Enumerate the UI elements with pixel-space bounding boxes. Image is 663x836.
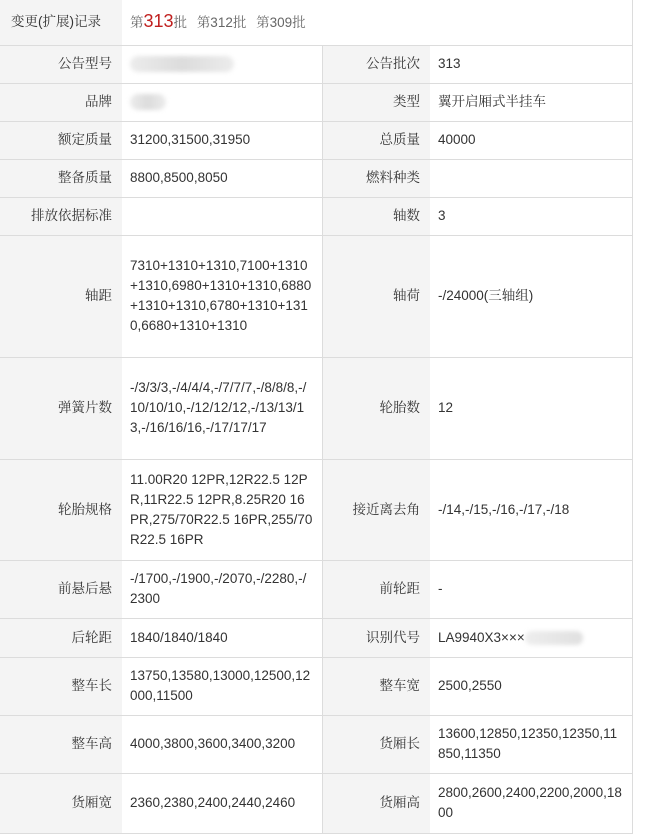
value-axle-load: -/24000(三轴组) [430,235,632,357]
value-vin-prefix [430,618,632,657]
value-total-mass: 40000 [430,121,632,159]
label-type: 类型 [322,83,430,121]
value-batch: 313 [430,45,632,83]
table-row [0,45,632,83]
value-front-rear-overhang: -/1700,-/1900,-/2070,-/2280,-/2300 [122,560,322,618]
table-row [0,159,632,197]
label-axle-load: 轴荷 [322,235,430,357]
label-model: 公告型号 [0,45,122,83]
label-front-track: 前轮距 [322,560,430,618]
value-cargo-width: 2360,2380,2400,2440,2460 [122,773,322,833]
value-rear-track: 1840/1840/1840 [122,618,322,657]
value-type: 翼开启厢式半挂车 [430,83,632,121]
table-row [0,560,632,618]
label-cargo-length: 货厢长 [322,715,430,773]
label-fuel-type: 燃料种类 [322,159,430,197]
value-front-track: - [430,560,632,618]
table-row [0,715,632,773]
value-vehicle-width: 2500,2550 [430,657,632,715]
label-vehicle-height: 整车高 [0,715,122,773]
table-row [0,657,632,715]
label-cargo-height: 货厢高 [322,773,430,833]
value-vehicle-height: 4000,3800,3600,3400,3200 [122,715,322,773]
label-cargo-width: 货厢宽 [0,773,122,833]
label-vin-prefix: 识别代号 [322,618,430,657]
label-axle-count: 轴数 [322,197,430,235]
table-row [0,197,632,235]
table-row [0,357,632,459]
value-emission-standard [122,197,322,235]
value-tire-spec: 11.00R20 12PR,12R22.5 12PR,11R22.5 12PR,8.25R20 16PR,275/70R22.5 16PR,255/70R22.5 16PR [122,459,322,560]
label-rear-track: 后轮距 [0,618,122,657]
batch-link-309[interactable]: 第309批 [256,15,306,31]
redacted-model [130,56,234,72]
label-wheelbase: 轴距 [0,235,122,357]
redacted-vin-tail [525,631,583,645]
value-axle-count: 3 [430,197,632,235]
value-tire-count: 12 [430,357,632,459]
value-model [122,45,322,83]
batch-suffix: 批 [173,15,188,31]
label-tire-count: 轮胎数 [322,357,430,459]
value-spring-leaves: -/3/3/3,-/4/4/4,-/7/7/7,-/8/8/8,-/10/10/10,-/12/12/12,-/13/13/13,-/16/16/16,-/17/17/17 [122,357,322,459]
batch-link-current[interactable] [130,11,188,32]
label-rated-mass: 额定质量 [0,121,122,159]
label-emission-standard: 排放依据标准 [0,197,122,235]
value-approach-departure-angle: -/14,-/15,-/16,-/17,-/18 [430,459,632,560]
label-tire-spec: 轮胎规格 [0,459,122,560]
current-batch-number: 313 [143,11,174,32]
value-cargo-length: 13600,12850,12350,12350,11850,11350 [430,715,632,773]
vin-prefix-text: LA9940X3××× [438,629,525,645]
change-record-row [0,0,632,45]
table-row [0,773,632,833]
table-row [0,235,632,357]
label-vehicle-width: 整车宽 [322,657,430,715]
label-front-rear-overhang: 前悬后悬 [0,560,122,618]
redacted-brand [130,94,166,110]
table-row [0,459,632,560]
table-row [0,121,632,159]
value-wheelbase: 7310+1310+1310,7100+1310+1310,6980+1310+1310,6880+1310+1310,6780+1310+1310,6680+1310+1310 [122,235,322,357]
value-curb-mass: 8800,8500,8050 [122,159,322,197]
batch-prefix: 第 [130,15,144,31]
change-record-label: 变更(扩展)记录 [0,0,122,45]
label-batch: 公告批次 [322,45,430,83]
batch-link-312[interactable]: 第312批 [196,15,247,31]
value-fuel-type [430,159,632,197]
batch-links [122,0,632,45]
value-vehicle-length: 13750,13580,13000,12500,12000,11500 [122,657,322,715]
label-spring-leaves: 弹簧片数 [0,357,122,459]
table-row [0,618,632,657]
label-vehicle-length: 整车长 [0,657,122,715]
value-brand [122,83,322,121]
label-approach-departure-angle: 接近离去角 [322,459,430,560]
table-row [0,83,632,121]
label-total-mass: 总质量 [322,121,430,159]
value-cargo-height: 2800,2600,2400,2200,2000,1800 [430,773,632,833]
label-brand: 品牌 [0,83,122,121]
value-rated-mass: 31200,31500,31950 [122,121,322,159]
label-curb-mass: 整备质量 [0,159,122,197]
